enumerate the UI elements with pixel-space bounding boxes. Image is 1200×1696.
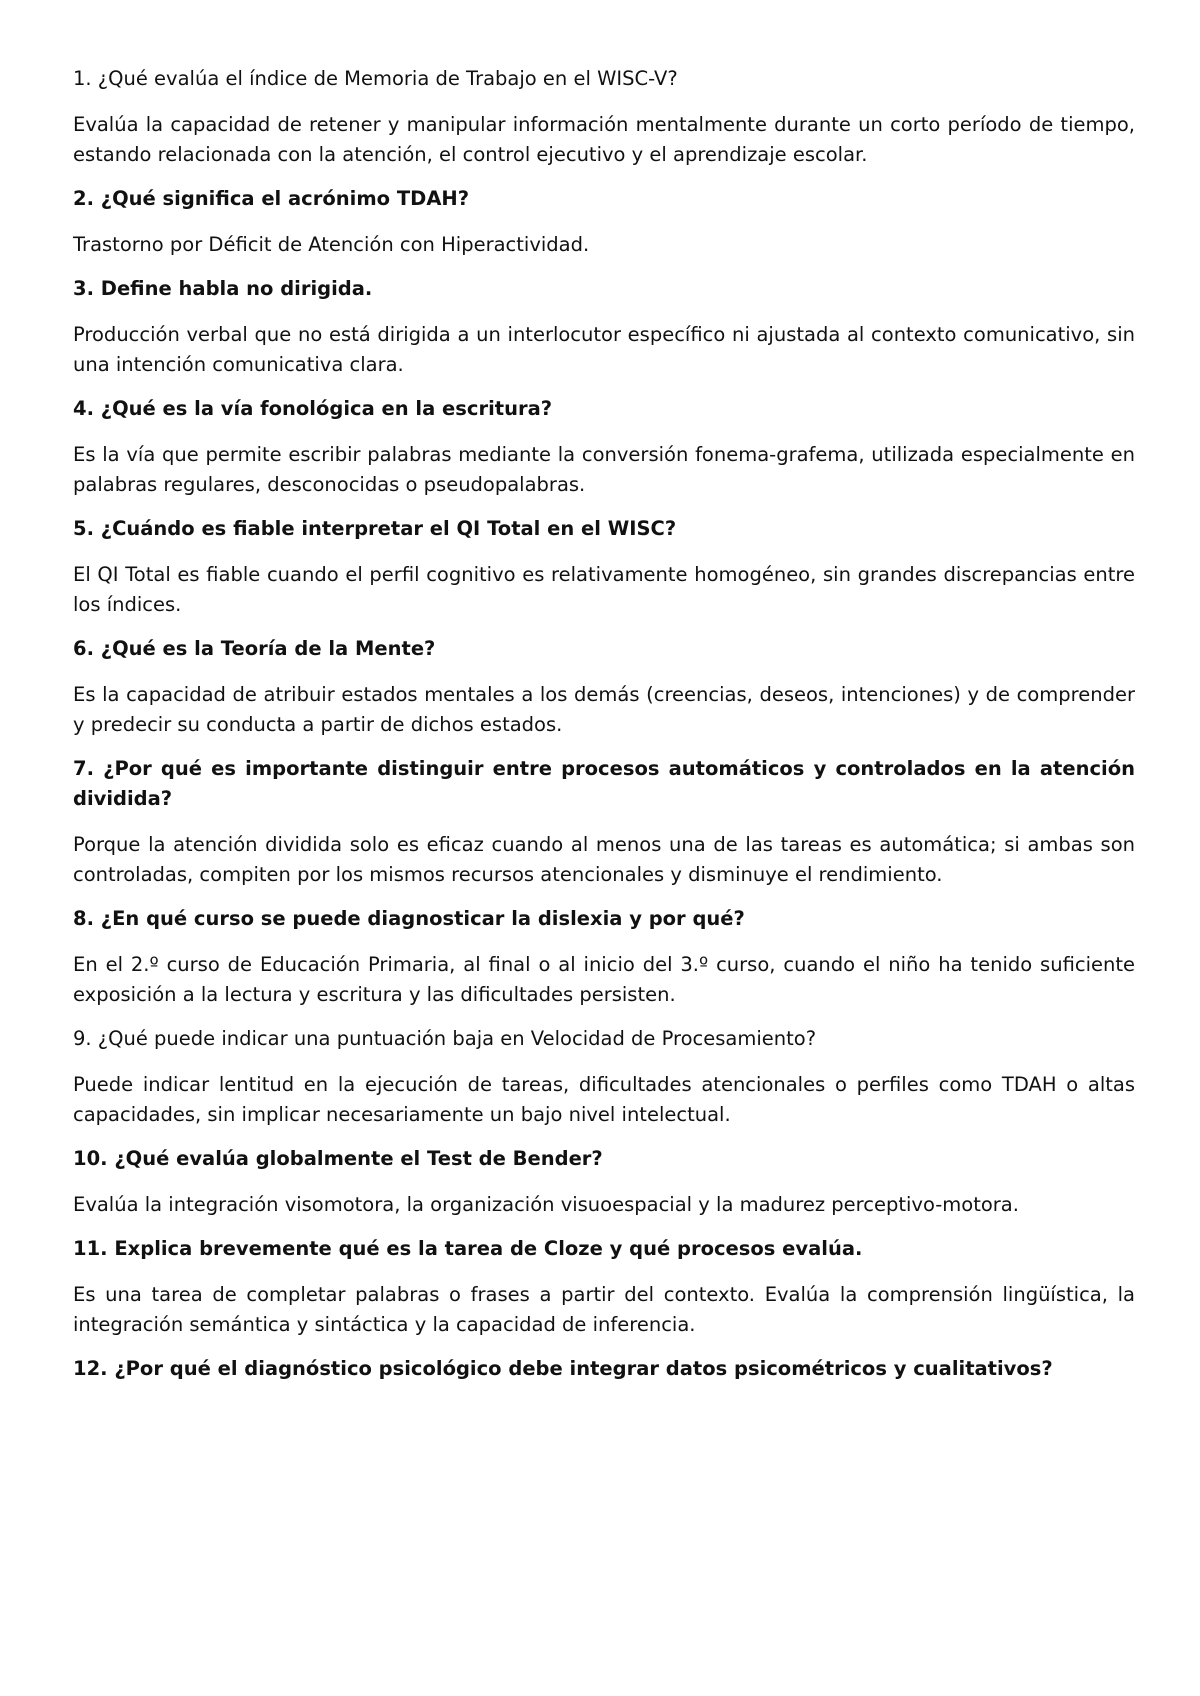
qa-item-4 <box>73 394 1135 500</box>
qa-item-11 <box>73 1234 1135 1340</box>
question-4: 4. ¿Qué es la vía fonológica en la escritura? <box>73 397 553 420</box>
question-2: 2. ¿Qué significa el acrónimo TDAH? <box>73 187 470 210</box>
question-8: 8. ¿En qué curso se puede diagnosticar la dislexia y por qué? <box>73 907 745 930</box>
question-10: 10. ¿Qué evalúa globalmente el Test de Bender? <box>73 1147 603 1170</box>
answer-6: Es la capacidad de atribuir estados mentales a los demás (creencias, deseos, intenciones) y de comprender y predecir su conducta a partir de dichos estados. <box>73 683 1135 736</box>
qa-item-2 <box>73 184 1135 260</box>
qa-item-12 <box>73 1354 1135 1384</box>
question-1: 1. ¿Qué evalúa el índice de Memoria de Trabajo en el WISC-V? <box>73 67 678 90</box>
answer-11: Es una tarea de completar palabras o frases a partir del contexto. Evalúa la comprensión lingüística, la integración semántica y sintáctica y la capacidad de inferencia. <box>73 1283 1135 1336</box>
qa-item-9 <box>73 1024 1135 1130</box>
qa-item-8 <box>73 904 1135 1010</box>
qa-item-3 <box>73 274 1135 380</box>
answer-7: Porque la atención dividida solo es eficaz cuando al menos una de las tareas es automática; si ambas son controladas, compiten por los mismos recursos atencionales y disminuye el rendimiento. <box>73 833 1135 886</box>
question-11: 11. Explica brevemente qué es la tarea de Cloze y qué procesos evalúa. <box>73 1237 863 1260</box>
answer-10: Evalúa la integración visomotora, la organización visuoespacial y la madurez perceptivo-motora. <box>73 1193 1019 1216</box>
qa-item-7 <box>73 754 1135 890</box>
question-6: 6. ¿Qué es la Teoría de la Mente? <box>73 637 436 660</box>
answer-4: Es la vía que permite escribir palabras mediante la conversión fonema-grafema, utilizada especialmente en palabras regulares, desconocidas o pseudopalabras. <box>73 443 1135 496</box>
question-12: 12. ¿Por qué el diagnóstico psicológico debe integrar datos psicométricos y cualitativos? <box>73 1357 1053 1380</box>
qa-item-10 <box>73 1144 1135 1220</box>
document-page <box>73 64 1135 1384</box>
question-7: 7. ¿Por qué es importante distinguir entre procesos automáticos y controlados en la atención dividida? <box>73 757 1135 810</box>
answer-8: En el 2.º curso de Educación Primaria, al final o al inicio del 3.º curso, cuando el niño ha tenido suficiente exposición a la lectura y escritura y las dificultades persisten. <box>73 953 1135 1006</box>
qa-item-6 <box>73 634 1135 740</box>
question-9: 9. ¿Qué puede indicar una puntuación baja en Velocidad de Procesamiento? <box>73 1027 817 1050</box>
answer-1: Evalúa la capacidad de retener y manipular información mentalmente durante un corto período de tiempo, estando relacionada con la atención, el control ejecutivo y el aprendizaje escolar. <box>73 113 1135 166</box>
question-3: 3. Define habla no dirigida. <box>73 277 373 300</box>
answer-5: El QI Total es fiable cuando el perfil cognitivo es relativamente homogéneo, sin grandes discrepancias entre los índices. <box>73 563 1135 616</box>
answer-9: Puede indicar lentitud en la ejecución de tareas, dificultades atencionales o perfiles como TDAH o altas capacidades, sin implicar necesariamente un bajo nivel intelectual. <box>73 1073 1135 1126</box>
qa-item-5 <box>73 514 1135 620</box>
answer-3: Producción verbal que no está dirigida a un interlocutor específico ni ajustada al contexto comunicativo, sin una intención comunicativa clara. <box>73 323 1135 376</box>
answer-2: Trastorno por Déficit de Atención con Hiperactividad. <box>73 233 590 256</box>
qa-item-1 <box>73 64 1135 170</box>
question-5: 5. ¿Cuándo es fiable interpretar el QI Total en el WISC? <box>73 517 677 540</box>
